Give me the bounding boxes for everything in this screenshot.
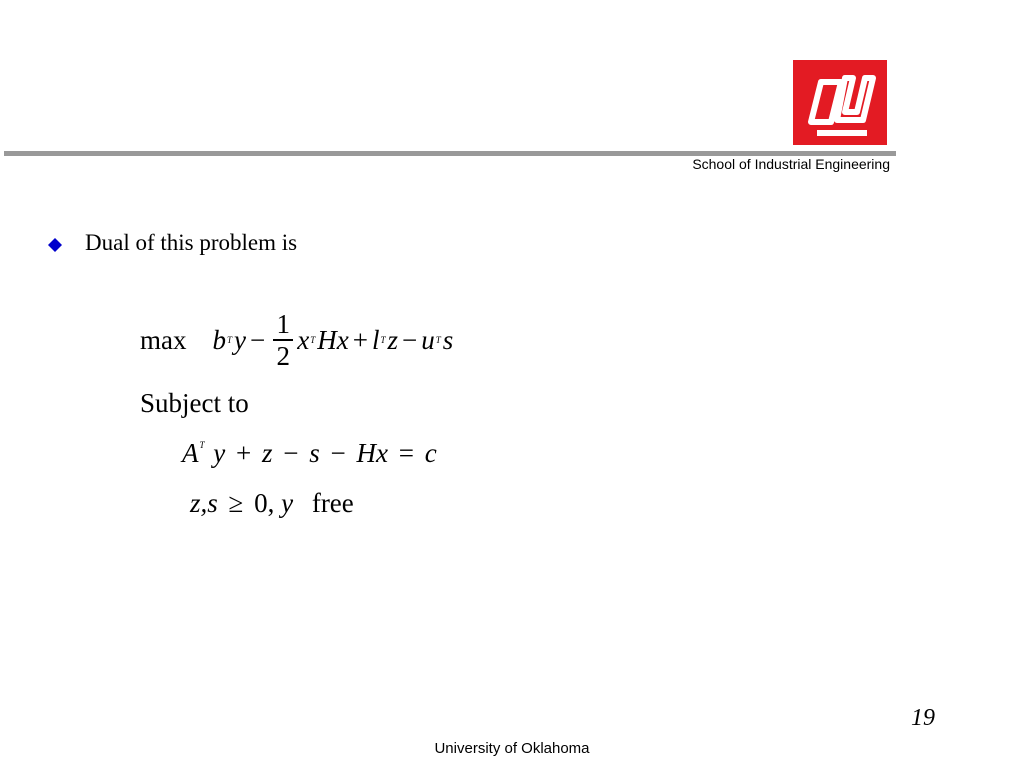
- var-z: z: [261, 438, 273, 468]
- equality-constraint: [182, 438, 437, 469]
- term-hx: Hx: [317, 324, 349, 355]
- subject-to-label: Subject to: [140, 388, 249, 418]
- free-word: free: [311, 488, 354, 518]
- footer-university: University of Oklahoma: [434, 740, 590, 757]
- max-word: max: [140, 324, 187, 355]
- diamond-bullet-icon: [48, 238, 62, 252]
- var-c: c: [424, 438, 437, 468]
- var-b: b: [212, 324, 226, 355]
- school-name: School of Industrial Engineering: [692, 156, 890, 172]
- op-plus: +: [236, 438, 252, 468]
- bullet-text: Dual of this problem is: [85, 230, 298, 255]
- frac-numerator: 1: [276, 309, 290, 340]
- var-s: s: [309, 438, 320, 468]
- fraction-half: [273, 309, 293, 371]
- transpose-l: T: [380, 335, 386, 345]
- var-l: l: [371, 324, 380, 355]
- op-plus: +: [352, 324, 368, 355]
- var-u: u: [421, 324, 435, 355]
- op-minus-2: −: [402, 324, 418, 355]
- transpose-b: T: [227, 335, 233, 345]
- var-a: A: [182, 438, 199, 468]
- objective-function: [140, 300, 453, 380]
- transpose-a: T: [199, 440, 205, 450]
- var-y: y: [234, 324, 246, 355]
- op-minus-2: −: [330, 438, 346, 468]
- var-y: y: [213, 438, 226, 468]
- op-equals: =: [398, 438, 414, 468]
- term-hx: Hx: [356, 438, 388, 468]
- var-x: x: [297, 324, 310, 355]
- page-number: 19: [911, 705, 935, 731]
- op-minus: −: [250, 324, 266, 355]
- var-z: z: [387, 324, 398, 355]
- op-geq: ≥: [228, 488, 244, 518]
- var-y: y: [281, 488, 294, 518]
- vars-zs: z,s: [190, 488, 218, 518]
- transpose-x: T: [310, 335, 316, 345]
- transpose-u: T: [435, 335, 441, 345]
- op-minus: −: [283, 438, 299, 468]
- var-s: s: [442, 324, 454, 355]
- zero-value: 0,: [254, 488, 275, 518]
- variable-bounds: [190, 488, 354, 519]
- frac-denominator: 2: [276, 340, 290, 371]
- ou-logo-icon: [793, 60, 887, 145]
